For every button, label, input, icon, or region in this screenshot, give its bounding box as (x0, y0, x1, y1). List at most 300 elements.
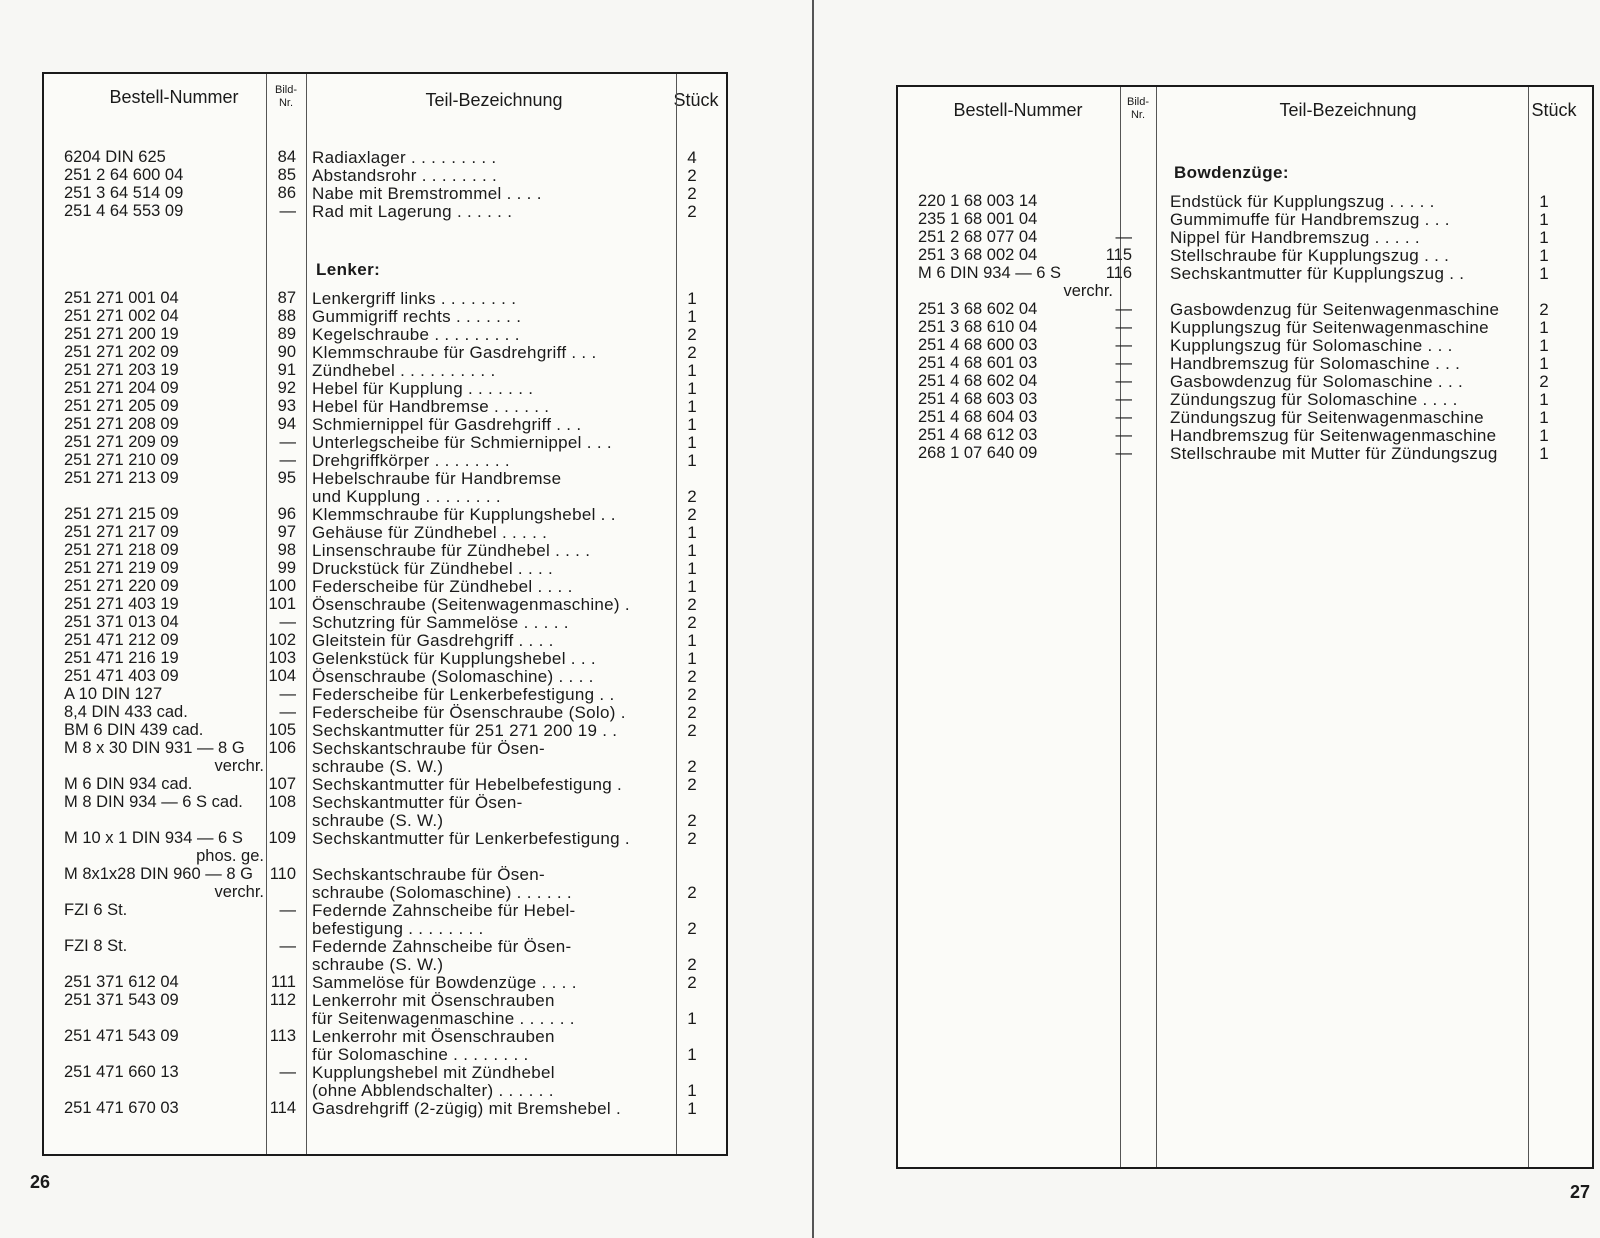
table-row (44, 649, 726, 668)
quantity: 1 (687, 307, 697, 326)
table-row (898, 210, 1592, 229)
quantity: 1 (687, 415, 697, 434)
order-number: 251 4 68 601 03 (918, 354, 1038, 372)
part-name: Gummigriff rechts . . . . . . . (312, 307, 522, 326)
order-number: 8,4 DIN 433 cad. (64, 703, 188, 721)
quantity: 1 (687, 1081, 697, 1100)
table-row (44, 184, 726, 203)
quantity: 1 (687, 631, 697, 650)
table-row (44, 523, 726, 542)
quantity: 2 (687, 487, 697, 506)
table-row (44, 361, 726, 380)
image-number: — (279, 685, 296, 703)
table-row (44, 721, 726, 740)
order-number: M 8 x 30 DIN 931 — 8 G (64, 739, 245, 757)
image-number: 105 (268, 721, 296, 739)
order-number: 251 271 403 19 (64, 595, 179, 613)
order-number: M 8x1x28 DIN 960 — 8 G (64, 865, 253, 883)
quantity: 2 (687, 685, 697, 704)
part-name: Kupplungshebel mit Zündhebel (312, 1063, 555, 1082)
quantity: 2 (687, 613, 697, 632)
part-name: schraube (S. W.) (312, 811, 444, 830)
image-number: 93 (277, 397, 296, 415)
part-name: Kupplungszug für Solomaschine . . . (1170, 336, 1453, 355)
quantity: 2 (687, 166, 697, 185)
parts-table-right (896, 85, 1594, 1169)
order-number: 251 4 68 603 03 (918, 390, 1038, 408)
table-row (44, 883, 726, 902)
order-number: 251 471 670 03 (64, 1099, 179, 1117)
part-name: Sechskantschraube für Ösen- (312, 865, 545, 884)
table-row (44, 343, 726, 362)
table-row (44, 991, 726, 1010)
order-number: 251 471 543 09 (64, 1027, 179, 1045)
image-number: 90 (277, 343, 296, 361)
table-row (44, 595, 726, 614)
quantity: 2 (687, 703, 697, 722)
quantity: 1 (687, 1009, 697, 1028)
order-number: 251 3 68 610 04 (918, 318, 1038, 336)
part-name: Gasdrehgriff (2-zügig) mit Bremshebel . (312, 1099, 622, 1118)
table-row (898, 444, 1592, 463)
table-row (44, 379, 726, 398)
quantity: 1 (687, 1045, 697, 1064)
part-name: Schmiernippel für Gasdrehgriff . . . (312, 415, 582, 434)
table-row (44, 505, 726, 524)
table-row (44, 667, 726, 686)
table-row (44, 202, 726, 221)
image-number: 100 (268, 577, 296, 595)
image-number: 114 (269, 1099, 296, 1117)
part-name: Hebel für Handbremse . . . . . . (312, 397, 550, 416)
quantity: 1 (1539, 408, 1549, 427)
image-number: 84 (277, 148, 296, 166)
image-number: — (279, 1063, 296, 1081)
part-name: Radiaxlager . . . . . . . . . (312, 148, 497, 167)
part-name: Sechskantschraube für Ösen- (312, 739, 545, 758)
part-name: Sechskantmutter für Ösen- (312, 793, 523, 812)
order-number: 251 4 68 602 04 (918, 372, 1038, 390)
quantity: 1 (687, 577, 697, 596)
page-number-left: 26 (30, 1172, 51, 1192)
part-name: Stellschraube für Kupplungszug . . . (1170, 246, 1450, 265)
image-number: 98 (277, 541, 296, 559)
part-name: Handbremszug für Solomaschine . . . (1170, 354, 1461, 373)
part-name: Gleitstein für Gasdrehgriff . . . . (312, 631, 554, 650)
table-row (44, 148, 726, 167)
quantity: 2 (687, 955, 697, 974)
image-number: 111 (270, 973, 296, 991)
quantity: 1 (687, 541, 697, 560)
table-row (44, 289, 726, 308)
table-row (44, 955, 726, 974)
image-number: 115 (1105, 246, 1132, 264)
section-title-lenker: Lenker: (316, 260, 381, 279)
part-name: und Kupplung . . . . . . . . (312, 487, 501, 506)
part-name: Kupplungszug für Seitenwagenmaschine (1170, 318, 1489, 337)
image-number: 104 (268, 667, 296, 685)
header-image-number: Bild- Nr. (1126, 96, 1149, 121)
quantity: 1 (1539, 444, 1549, 463)
parts-table-left (42, 72, 728, 1156)
order-number: 251 271 209 09 (64, 433, 179, 451)
order-number: 251 271 200 19 (64, 325, 179, 343)
image-number: — (279, 901, 296, 919)
table-row (44, 703, 726, 722)
table-row (44, 829, 726, 848)
quantity: 1 (1539, 264, 1549, 283)
image-number: 109 (268, 829, 296, 847)
image-number: 85 (277, 166, 296, 184)
image-number: — (1115, 318, 1132, 336)
part-name: Sechskantmutter für Kupplungszug . . (1170, 264, 1465, 283)
order-number: 251 4 68 600 03 (918, 336, 1038, 354)
part-name: Gelenkstück für Kupplungshebel . . . (312, 649, 596, 668)
part-name: für Seitenwagenmaschine . . . . . . (312, 1009, 575, 1028)
image-number: — (279, 703, 296, 721)
quantity: 1 (687, 649, 697, 668)
order-number: 251 271 203 19 (64, 361, 179, 379)
image-number: — (1115, 336, 1132, 354)
order-number: FZI 6 St. (64, 901, 128, 919)
order-number: 251 3 68 602 04 (918, 300, 1038, 318)
part-name: Gasbowdenzug für Solomaschine . . . (1170, 372, 1464, 391)
part-name: Zündungszug für Seitenwagenmaschine (1170, 408, 1484, 427)
part-name: Handbremszug für Seitenwagenmaschine (1170, 426, 1497, 445)
table-row (44, 307, 726, 326)
quantity: 2 (1539, 300, 1549, 319)
part-name: Federscheibe für Lenkerbefestigung . . (312, 685, 615, 704)
table-row (44, 937, 726, 956)
order-number: 251 271 218 09 (64, 541, 179, 559)
table-row (44, 757, 726, 776)
part-name: Federnde Zahnscheibe für Ösen- (312, 937, 572, 956)
order-number: 251 271 202 09 (64, 343, 179, 361)
order-number: M 10 x 1 DIN 934 — 6 S (64, 829, 243, 847)
order-number: 251 2 64 600 04 (64, 166, 184, 184)
quantity: 1 (1539, 192, 1549, 211)
quantity: 1 (687, 559, 697, 578)
order-number: 251 4 68 612 03 (918, 426, 1038, 444)
order-number: 251 4 68 604 03 (918, 408, 1038, 426)
part-name: schraube (S. W.) (312, 757, 444, 776)
order-number: 6204 DIN 625 (64, 148, 166, 166)
table-row (898, 426, 1592, 445)
quantity: 2 (687, 505, 697, 524)
image-number: 102 (268, 631, 296, 649)
quantity: 2 (687, 595, 697, 614)
quantity: 2 (687, 775, 697, 794)
part-name: Sechskantmutter für Hebelbefestigung . (312, 775, 623, 794)
table-row (44, 865, 726, 884)
image-number: — (279, 937, 296, 955)
quantity: 1 (1539, 426, 1549, 445)
quantity: 2 (687, 829, 697, 848)
quantity: 1 (1539, 336, 1549, 355)
table-row (44, 487, 726, 506)
order-number: 251 271 002 04 (64, 307, 179, 325)
image-number: — (279, 433, 296, 451)
table-row (44, 775, 726, 794)
part-name: Nippel für Handbremszug . . . . . (1170, 228, 1420, 247)
image-number: 110 (269, 865, 296, 883)
order-number: 251 271 215 09 (64, 505, 179, 523)
table-row (44, 541, 726, 560)
image-number: 94 (277, 415, 296, 433)
table-row (44, 1045, 726, 1064)
image-number: 96 (277, 505, 296, 523)
quantity: 2 (687, 325, 697, 344)
part-name: schraube (S. W.) (312, 955, 444, 974)
part-name: Federnde Zahnscheibe für Hebel- (312, 901, 576, 920)
table-row (44, 415, 726, 434)
table-row (898, 408, 1592, 427)
part-name: Endstück für Kupplungszug . . . . . (1170, 192, 1435, 211)
quantity: 1 (687, 397, 697, 416)
part-name: Gasbowdenzug für Seitenwagenmaschine (1170, 300, 1500, 319)
part-name: Ösenschraube (Solomaschine) . . . . (312, 667, 594, 686)
table-row (44, 451, 726, 470)
image-number: 116 (1105, 264, 1132, 282)
quantity: 1 (687, 1099, 697, 1118)
image-number: — (1115, 300, 1132, 318)
image-number: — (1115, 354, 1132, 372)
quantity: 1 (687, 361, 697, 380)
table-row (44, 811, 726, 830)
table-row (44, 1027, 726, 1046)
image-number: 86 (277, 184, 296, 202)
part-name: (ohne Abblendschalter) . . . . . . (312, 1081, 554, 1100)
order-number: 251 2 68 077 04 (918, 228, 1038, 246)
quantity: 1 (1539, 390, 1549, 409)
page-divider (812, 0, 814, 1238)
table-row (44, 397, 726, 416)
part-name: befestigung . . . . . . . . (312, 919, 484, 938)
part-name: Sechskantmutter für Lenkerbefestigung . (312, 829, 630, 848)
quantity: 1 (1539, 210, 1549, 229)
image-number: 88 (277, 307, 296, 325)
table-row (44, 739, 726, 758)
quantity: 1 (1539, 318, 1549, 337)
order-number: 235 1 68 001 04 (918, 210, 1038, 228)
quantity: 2 (1539, 372, 1549, 391)
order-number: 251 271 210 09 (64, 451, 179, 469)
image-number: 92 (277, 379, 296, 397)
part-name: Unterlegscheibe für Schmiernippel . . . (312, 433, 612, 452)
order-number: 251 471 216 19 (64, 649, 179, 667)
table-row (898, 246, 1592, 265)
part-name: Nabe mit Bremstrommel . . . . (312, 184, 542, 203)
table-row (44, 631, 726, 650)
image-number: — (1115, 390, 1132, 408)
image-number: — (1115, 228, 1132, 246)
order-number: 251 371 612 04 (64, 973, 179, 991)
table-row (44, 469, 726, 488)
part-name: Zündungszug für Solomaschine . . . . (1170, 390, 1458, 409)
part-name: schraube (Solomaschine) . . . . . . (312, 883, 572, 902)
part-name: Klemmschraube für Kupplungshebel . . (312, 505, 616, 524)
part-name: Sechskantmutter für 251 271 200 19 . . (312, 721, 618, 740)
rows-left (44, 74, 726, 1154)
quantity: 1 (687, 379, 697, 398)
order-number: verchr. (214, 757, 264, 775)
quantity: 1 (1539, 354, 1549, 373)
order-number: phos. ge. (196, 847, 264, 865)
order-number: 251 471 403 09 (64, 667, 179, 685)
image-number: 99 (277, 559, 296, 577)
part-name: Gummimuffe für Handbremszug . . . (1170, 210, 1450, 229)
order-number: 251 271 208 09 (64, 415, 179, 433)
table-row (44, 847, 726, 866)
quantity: 2 (687, 973, 697, 992)
image-number: 107 (268, 775, 296, 793)
table-row (898, 354, 1592, 373)
order-number: 251 271 219 09 (64, 559, 179, 577)
order-number: 251 271 204 09 (64, 379, 179, 397)
image-number: — (1115, 426, 1132, 444)
table-row (44, 577, 726, 596)
table-row (898, 318, 1592, 337)
table-row (44, 559, 726, 578)
quantity: 2 (687, 721, 697, 740)
order-number: 251 471 660 13 (64, 1063, 179, 1081)
part-name: Hebelschraube für Handbremse (312, 469, 562, 488)
table-row (44, 1081, 726, 1100)
table-row (44, 793, 726, 812)
part-name: Lenkergriff links . . . . . . . . (312, 289, 517, 308)
order-number: 268 1 07 640 09 (918, 444, 1038, 462)
quantity: 1 (1539, 228, 1549, 247)
image-number: 95 (277, 469, 296, 487)
part-name: Zündhebel . . . . . . . . . . (312, 361, 496, 380)
part-name: für Solomaschine . . . . . . . . (312, 1045, 529, 1064)
part-name: Lenkerrohr mit Ösenschrauben (312, 991, 555, 1010)
table-row (898, 192, 1592, 211)
quantity: 1 (687, 289, 697, 308)
quantity: 2 (687, 919, 697, 938)
section-title-bowdenzuege: Bowdenzüge: (1174, 163, 1289, 182)
part-name: Lenkerrohr mit Ösenschrauben (312, 1027, 555, 1046)
table-row (44, 1009, 726, 1028)
part-name: Gehäuse für Zündhebel . . . . . (312, 523, 548, 542)
image-number: — (1115, 372, 1132, 390)
part-name: Abstandsrohr . . . . . . . . (312, 166, 498, 185)
part-name: Hebel für Kupplung . . . . . . . (312, 379, 534, 398)
image-number: — (279, 613, 296, 631)
part-name: Rad mit Lagerung . . . . . . (312, 202, 513, 221)
order-number: M 6 DIN 934 cad. (64, 775, 193, 793)
table-row (44, 1063, 726, 1082)
header-part-name: Teil-Bezeichnung (1279, 100, 1417, 120)
table-row (898, 336, 1592, 355)
quantity: 1 (687, 451, 697, 470)
table-row (44, 1099, 726, 1118)
header-quantity: Stück (673, 90, 719, 110)
quantity: 4 (687, 148, 697, 167)
page-number-right: 27 (1570, 1182, 1591, 1202)
table-row (898, 282, 1592, 301)
quantity: 2 (687, 667, 697, 686)
image-number: 106 (268, 739, 296, 757)
order-number: FZI 8 St. (64, 937, 128, 955)
table-row (44, 901, 726, 920)
header-order-number: Bestell-Nummer (109, 87, 239, 107)
image-number: — (1115, 444, 1132, 462)
image-number: 87 (277, 289, 296, 307)
order-number: 251 271 220 09 (64, 577, 179, 595)
image-number: — (1115, 408, 1132, 426)
image-number: 91 (277, 361, 296, 379)
part-name: Kegelschraube . . . . . . . . . (312, 325, 520, 344)
image-number: 97 (277, 523, 296, 541)
order-number: M 6 DIN 934 — 6 S (918, 264, 1062, 282)
order-number: A 10 DIN 127 (64, 685, 163, 703)
order-number: 251 271 205 09 (64, 397, 179, 415)
image-number: — (279, 451, 296, 469)
table-row (898, 300, 1592, 319)
image-number: 103 (268, 649, 296, 667)
part-name: Ösenschraube (Seitenwagenmaschine) . (312, 595, 630, 614)
quantity: 2 (687, 202, 697, 221)
quantity: 1 (687, 523, 697, 542)
header-quantity: Stück (1531, 100, 1577, 120)
rows-right (898, 87, 1592, 1167)
quantity: 2 (687, 883, 697, 902)
table-row (44, 685, 726, 704)
image-number: 108 (268, 793, 296, 811)
quantity: 1 (1539, 246, 1549, 265)
order-number: M 8 DIN 934 — 6 S cad. (64, 793, 243, 811)
part-name: Drehgriffkörper . . . . . . . . (312, 451, 510, 470)
part-name: Schutzring für Sammelöse . . . . . (312, 613, 569, 632)
image-number: 101 (268, 595, 296, 613)
part-name: Stellschraube mit Mutter für Zündungszug (1170, 444, 1498, 463)
table-row (898, 228, 1592, 247)
table-row (44, 973, 726, 992)
part-name: Federscheibe für Zündhebel . . . . (312, 577, 573, 596)
quantity: 2 (687, 811, 697, 830)
order-number: 251 471 212 09 (64, 631, 179, 649)
order-number: 251 3 68 002 04 (918, 246, 1038, 264)
order-number: BM 6 DIN 439 cad. (64, 721, 204, 739)
header-order-number: Bestell-Nummer (953, 100, 1083, 120)
image-number: 112 (269, 991, 296, 1009)
order-number: 251 3 64 514 09 (64, 184, 184, 202)
order-number: 251 271 217 09 (64, 523, 179, 541)
table-row (44, 325, 726, 344)
order-number: 251 271 213 09 (64, 469, 179, 487)
quantity: 2 (687, 757, 697, 776)
header-image-number: Bild- Nr. (274, 84, 297, 109)
quantity: 2 (687, 184, 697, 203)
order-number: 220 1 68 003 14 (918, 192, 1038, 210)
table-row (44, 433, 726, 452)
table-row (44, 613, 726, 632)
image-number: 113 (269, 1027, 296, 1045)
part-name: Linsenschraube für Zündhebel . . . . (312, 541, 591, 560)
part-name: Federscheibe für Ösenschraube (Solo) . (312, 703, 626, 722)
header-part-name: Teil-Bezeichnung (425, 90, 563, 110)
part-name: Sammelöse für Bowdenzüge . . . . (312, 973, 577, 992)
table-row (898, 390, 1592, 409)
order-number: 251 271 001 04 (64, 289, 179, 307)
part-name: Druckstück für Zündhebel . . . . (312, 559, 554, 578)
order-number: verchr. (214, 883, 264, 901)
image-number: 89 (277, 325, 296, 343)
table-row (898, 372, 1592, 391)
quantity: 2 (687, 343, 697, 362)
table-row (44, 919, 726, 938)
